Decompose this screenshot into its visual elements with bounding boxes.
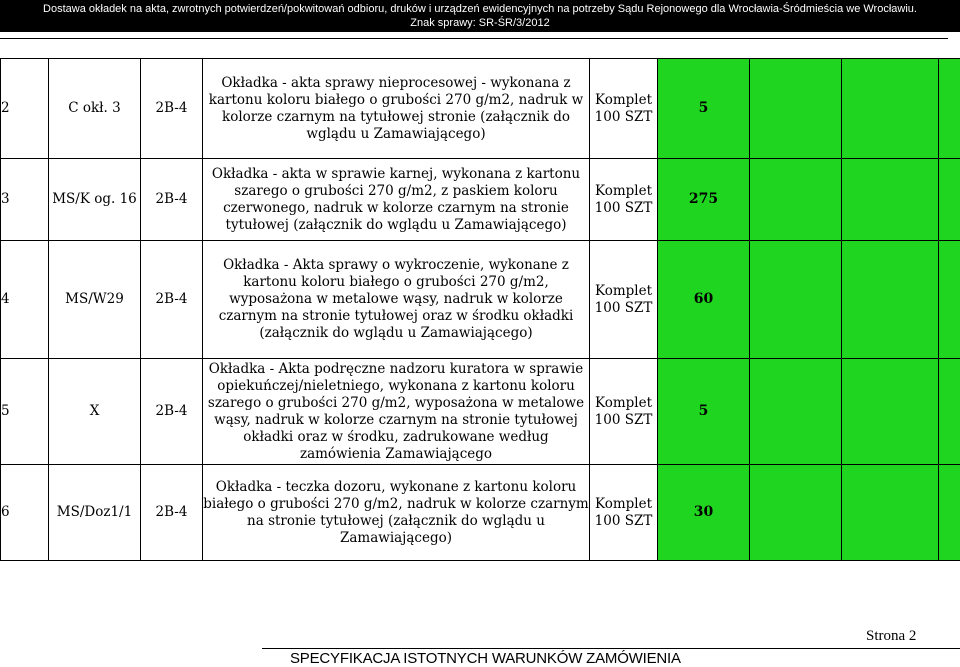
empty-price-cell bbox=[750, 359, 842, 465]
item-description: Okładka - teczka dozoru, wykonane z kartonu koloru białego o grubości 270 g/m2, nadruk w kolorze czarnym na stronie tytułowej (załącznik do wglądu u Zamawiającego) bbox=[203, 465, 590, 561]
item-code: MS/W29 bbox=[49, 241, 141, 359]
empty-price-cell bbox=[750, 465, 842, 561]
unit-size: 100 SZT bbox=[590, 412, 657, 429]
empty-price-cell bbox=[750, 159, 842, 241]
unit-label: Komplet bbox=[590, 283, 657, 300]
unit-of-measure bbox=[590, 241, 658, 359]
row-number: 2 bbox=[1, 59, 49, 159]
table-row bbox=[1, 241, 960, 359]
item-symbol: 2B-4 bbox=[141, 359, 203, 465]
footer-divider bbox=[262, 648, 960, 649]
empty-price-cell bbox=[750, 59, 842, 159]
header-title: Dostawa okładek na akta, zwrotnych potwierdzeń/pokwitowań odbioru, druków i urządzeń ewidencyjnych na potrzeby Sądu Rejonowego dla Wrocławia-Śródmieścia we Wrocławiu. bbox=[0, 2, 960, 16]
item-symbol: 2B-4 bbox=[141, 59, 203, 159]
unit-of-measure bbox=[590, 465, 658, 561]
empty-extra-cell bbox=[939, 59, 960, 159]
empty-extra-cell bbox=[939, 159, 960, 241]
item-description: Okładka - Akta podręczne nadzoru kuratora w sprawie opiekuńczej/nieletniego, wykonana z kartonu koloru szarego o grubości 270 g/m2, wyposażona w metalowe wąsy, nadruk w kolorze czarnym na stronie tytułowej okładki oraz w środku, zadrukowane według zamówienia Zamawiającego bbox=[203, 359, 590, 465]
document-header bbox=[0, 0, 960, 32]
item-description: Okładka - akta sprawy nieprocesowej - wykonana z kartonu koloru białego o grubości 270 g/m2, nadruk w kolorze czarnym na tytułowej stronie (załącznik do wglądu u Zamawiającego) bbox=[203, 59, 590, 159]
specification-table bbox=[0, 58, 960, 561]
quantity-cell: 275 bbox=[658, 159, 750, 241]
empty-extra-cell bbox=[939, 465, 960, 561]
header-case-number: Znak sprawy: SR-ŚR/3/2012 bbox=[0, 16, 960, 30]
item-symbol: 2B-4 bbox=[141, 241, 203, 359]
quantity-cell: 5 bbox=[658, 59, 750, 159]
row-number: 5 bbox=[1, 359, 49, 465]
header-divider bbox=[0, 38, 948, 39]
table-row bbox=[1, 159, 960, 241]
unit-of-measure bbox=[590, 159, 658, 241]
table-row bbox=[1, 465, 960, 561]
unit-label: Komplet bbox=[590, 92, 657, 109]
unit-size: 100 SZT bbox=[590, 513, 657, 530]
row-number: 4 bbox=[1, 241, 49, 359]
row-number: 6 bbox=[1, 465, 49, 561]
item-description: Okładka - akta w sprawie karnej, wykonana z kartonu szarego o grubości 270 g/m2, z paskiem koloru czerwonego, nadruk w kolorze czarnym na stronie tytułowej (załącznik do wglądu u Zamawiającego) bbox=[203, 159, 590, 241]
unit-label: Komplet bbox=[590, 183, 657, 200]
unit-of-measure bbox=[590, 359, 658, 465]
table-row bbox=[1, 59, 960, 159]
table-row bbox=[1, 359, 960, 465]
empty-price-cell bbox=[750, 241, 842, 359]
quantity-cell: 30 bbox=[658, 465, 750, 561]
footer-title: SPECYFIKACJA ISTOTNYCH WARUNKÓW ZAMÓWIENIA bbox=[290, 650, 681, 667]
empty-extra-cell bbox=[939, 241, 960, 359]
quantity-cell: 60 bbox=[658, 241, 750, 359]
item-symbol: 2B-4 bbox=[141, 465, 203, 561]
quantity-cell: 5 bbox=[658, 359, 750, 465]
row-number: 3 bbox=[1, 159, 49, 241]
unit-size: 100 SZT bbox=[590, 109, 657, 126]
unit-label: Komplet bbox=[590, 496, 657, 513]
page-number: Strona 2 bbox=[866, 628, 916, 645]
item-code: C okł. 3 bbox=[49, 59, 141, 159]
item-code: MS/Doz1/1 bbox=[49, 465, 141, 561]
empty-extra-cell bbox=[939, 359, 960, 465]
empty-value-cell bbox=[842, 159, 939, 241]
item-description: Okładka - Akta sprawy o wykroczenie, wykonane z kartonu koloru białego o grubości 270 g/m2, wyposażona w metalowe wąsy, nadruk w kolorze czarnym na stronie tytułowej oraz w środku okładki (załącznik do wglądu u Zamawiającego) bbox=[203, 241, 590, 359]
unit-size: 100 SZT bbox=[590, 300, 657, 317]
unit-size: 100 SZT bbox=[590, 200, 657, 217]
empty-value-cell bbox=[842, 241, 939, 359]
unit-label: Komplet bbox=[590, 395, 657, 412]
item-code: MS/K og. 16 bbox=[49, 159, 141, 241]
item-code: X bbox=[49, 359, 141, 465]
empty-value-cell bbox=[842, 359, 939, 465]
empty-value-cell bbox=[842, 465, 939, 561]
item-symbol: 2B-4 bbox=[141, 159, 203, 241]
empty-value-cell bbox=[842, 59, 939, 159]
unit-of-measure bbox=[590, 59, 658, 159]
